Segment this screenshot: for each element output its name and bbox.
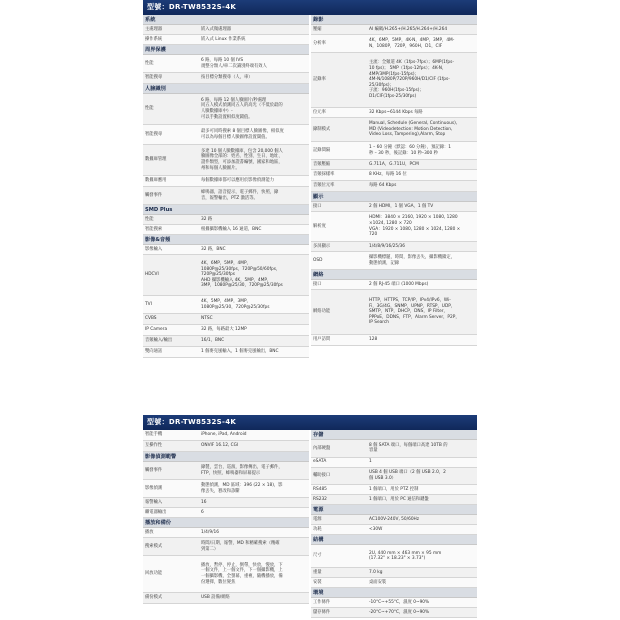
spec-row [143, 296, 309, 314]
spec-label: 壓縮 [313, 26, 322, 32]
spec-label: 觸發事件 [145, 192, 163, 198]
spec-row [143, 462, 309, 480]
spec-value: -10°C~+55°C，濕度 0~90% [369, 599, 430, 605]
spec-value: 多達 10 個人臉數據庫，包含 20,000 個人 臉圖像全部的：姓名、性別、生日、地址、 證件類型，可添加證書編號，國家和地區， 州和每個人臉圖片。 [201, 148, 283, 171]
spec-label: 操作系統 [145, 36, 163, 42]
spec-row [311, 212, 477, 242]
spec-value: AI 編碼/H.265+/H.265/H.264+/H.264 [369, 26, 448, 32]
spec-value: 2 個 HDMI，1 個 VGA，1 個 TV [369, 203, 434, 209]
spec-value: 攝影機標題，時間，影像丟失，攝影機鎖定， 動態偵測，記錄 [369, 254, 455, 266]
spec-value: 16 [201, 499, 207, 505]
spec-value: 錄製，雲台，巡演，影像傳出，電子郵件， FTP，快照，蜂鳴器和屏幕提示 [201, 464, 283, 476]
spec-row [311, 202, 477, 212]
spec-value: 32 路 [201, 216, 213, 222]
spec-label: TVI [145, 301, 152, 307]
model-title-bar: 型號：DR-TW8532S-4K [143, 0, 477, 15]
spec-label: 智能手機 [145, 432, 163, 438]
spec-value: 128 [369, 337, 378, 343]
spec-label: 性能 [145, 60, 154, 66]
spec-label: 分析率 [313, 40, 326, 46]
spec-row [143, 35, 309, 45]
spec-label: HDCVI [145, 272, 159, 278]
spec-row [311, 53, 477, 108]
spec-label: 電源 [313, 516, 322, 522]
spec-label: 智能搜索 [145, 226, 163, 232]
spec-label: 性能 [145, 216, 154, 222]
spec-label: 儲存條件 [313, 609, 331, 615]
spec-row [143, 125, 309, 145]
spec-label: 多屏顯示 [313, 243, 331, 249]
spec-sheet-page-1 [143, 0, 477, 393]
spec-value: 嵌入式微處理器 [201, 26, 232, 32]
spec-value: 6 路，每路 10 個 IVS 規整分類人/車二次識別終端有效人 [201, 57, 267, 69]
spec-value: 根據攝影機輸入 16 通道，BNC [201, 226, 262, 232]
spec-row [311, 170, 477, 181]
spec-label: 工作條件 [313, 599, 331, 605]
spec-label: 安裝 [313, 580, 322, 585]
spec-value: 2U, 440 mm × 463 mm × 95 mm (17.32" × 18.23" × 3.73") [369, 550, 442, 562]
spec-label: 雙向通話 [145, 349, 163, 355]
spec-row [311, 242, 477, 252]
section-header: 存儲 [311, 430, 477, 440]
spec-row [311, 142, 477, 160]
spec-row [143, 94, 309, 125]
spec-row [143, 255, 309, 296]
spec-row [143, 145, 309, 176]
spec-value: 4K，5MP，4MP，3MP， 1080P@25/30，720P@25/30fps [201, 298, 270, 310]
spec-value: ONVIF 16.12, CGI [201, 443, 239, 449]
spec-column-left [143, 430, 311, 618]
spec-row [311, 485, 477, 495]
spec-row [311, 568, 477, 578]
spec-row [311, 545, 477, 569]
spec-row [311, 35, 477, 53]
spec-label: 網絡功能 [313, 309, 331, 315]
spec-row [143, 556, 309, 593]
spec-value: 動態偵測，MD 區域：396 (22 × 18)，影 像丟失，篡改和診斷 [201, 482, 283, 494]
spec-label: 音頻採樣率 [313, 172, 335, 178]
spec-value: 7.0 kg [369, 570, 383, 576]
spec-value: 1 [369, 459, 372, 465]
spec-value: 1/4/8/9/16/25/36 [369, 243, 406, 249]
spec-row [311, 525, 477, 535]
spec-value: 1/4/9/16 [201, 529, 220, 535]
spec-value: 桌面安裝 [369, 580, 387, 585]
spec-row [311, 598, 477, 608]
spec-label: OSD [313, 257, 323, 263]
spec-label: 智能搜尋 [145, 131, 163, 137]
section-header: 環境 [311, 588, 477, 598]
spec-row [143, 480, 309, 498]
spec-value: 1 個麥克風輸入，1 個麥克風輸出，BNC [201, 349, 279, 355]
spec-row [143, 25, 309, 35]
spec-row [311, 280, 477, 290]
spec-row [143, 336, 309, 347]
spec-row [311, 118, 477, 142]
spec-label: RS232 [313, 496, 327, 502]
spec-label: 記錄間隔 [313, 147, 331, 153]
spec-label: 影像偵測 [145, 485, 163, 491]
spec-label: 功耗 [313, 526, 322, 532]
spec-value: AC100V-240V, 50/60Hz [369, 516, 420, 522]
spec-row [311, 160, 477, 170]
spec-row [143, 55, 309, 73]
model-title-bar: 型號：DR-TW8532S-4K [143, 415, 477, 430]
spec-label: 音頻位元率 [313, 183, 335, 189]
spec-label: 數據庫管理 [145, 157, 167, 163]
spec-row [311, 181, 477, 192]
spec-label: CVBS [145, 316, 157, 322]
spec-row [311, 252, 477, 270]
spec-row [311, 515, 477, 525]
spec-row [311, 578, 477, 588]
spec-value: G.711A，G.711U，PCM [369, 161, 419, 167]
spec-label: 搜索模式 [145, 543, 163, 549]
spec-label: 繼電器輸出 [145, 509, 167, 515]
section-header: 網絡 [311, 270, 477, 280]
spec-value: 32 Kbps~6144 Kbps 每路 [369, 109, 423, 115]
spec-label: 互操作性 [145, 443, 163, 449]
spec-value: 8 個 SATA 端口，每個端口高達 10TB 的 容量 [369, 442, 448, 454]
spec-label: 錄制模式 [313, 126, 331, 132]
spec-value: 每個數據庫都可以應用於影像偵測能力 [201, 178, 275, 184]
spec-row [143, 314, 309, 325]
spec-value: 6 [201, 509, 204, 515]
spec-label: eSATA [313, 459, 327, 465]
spec-value: 最多可同時搜索 8 個目標人臉圖像，相似度 可以為每個目標人臉圖像設置閾值。 [201, 128, 284, 140]
spec-label: 性能 [145, 106, 154, 112]
spec-row [143, 441, 309, 452]
spec-label: 播放 [145, 529, 154, 535]
spec-row [311, 290, 477, 335]
spec-row [143, 528, 309, 538]
spec-label: 數據庫應用 [145, 178, 167, 184]
spec-row [143, 73, 309, 84]
spec-label: 接口 [313, 281, 322, 287]
spec-label: 影像輸入 [145, 246, 163, 252]
spec-row [143, 347, 309, 358]
spec-label: 解析度 [313, 223, 326, 229]
section-header: 電源 [311, 505, 477, 515]
spec-label: 尺寸 [313, 553, 322, 559]
spec-label: 主處理器 [145, 26, 163, 32]
spec-value: 播放，暫停，停止，倒帶，快放，慢放，下 一個文件，上一個文件，下一個攝影機，上 一個攝影機，全螢幕，重複，隨機播放，備 份選擇，數位變焦 [201, 562, 283, 585]
spec-column-right [311, 15, 477, 393]
spec-row [143, 176, 309, 187]
section-header: 人臉識別 [143, 84, 309, 94]
spec-label: 用戶訪問 [313, 337, 331, 343]
spec-row [311, 468, 477, 486]
spec-value: 16/1，BNC [201, 338, 225, 344]
section-header: 錄影 [311, 15, 477, 25]
spec-value: NTSC [201, 316, 213, 322]
spec-value: 1 – 60 分鐘（默認：60 分鐘），預記錄：1 秒 – 30 秒，後記錄：10 秒–300 秒 [369, 144, 452, 156]
spec-row [311, 608, 477, 618]
section-header: 顯示 [311, 192, 477, 202]
spec-row [143, 245, 309, 255]
spec-row [311, 440, 477, 458]
spec-value: 8 KHz，每路 16 位 [369, 172, 407, 178]
spec-label: 位元率 [313, 109, 326, 115]
spec-label: 內部硬盤 [313, 445, 331, 451]
section-header: 系統 [143, 15, 309, 25]
spec-value: 2 個 RJ-45 端口 (1000 Mbps) [369, 281, 429, 287]
spec-sheet-page-2 [143, 415, 477, 618]
spec-label: 音頻輸入/輸出 [145, 338, 173, 344]
spec-value: 按目標分類搜尋（人，車） [201, 75, 253, 81]
spec-label: 備份模式 [145, 595, 163, 601]
spec-row [143, 187, 309, 205]
spec-label: 輔助接口 [313, 473, 331, 479]
spec-value: <30W [369, 526, 383, 532]
spec-value: 時間/日期，報警，MD 和精確搜索（精確 到第二） [201, 540, 280, 552]
spec-value: 蜂鳴器，語音提示，電子郵件，快照，錄 音，報警輸出，PTZ 激活等。 [201, 189, 279, 201]
spec-value: 每路 64 Kbps [369, 183, 397, 189]
spec-row [143, 325, 309, 336]
spec-row [311, 335, 477, 346]
spec-value: Manual, Schedule (General, Continuous), MD (Videodetection: Motion Detection, Video Loss, Tampering),Alarm, Stop [369, 121, 458, 138]
spec-row [143, 225, 309, 235]
spec-label: 觸發事件 [145, 467, 163, 473]
spec-label: 智能搜尋 [145, 75, 163, 81]
spec-column-right [311, 430, 477, 618]
spec-label: 報警輸入 [145, 499, 163, 505]
spec-value: 32 路，BNC [201, 246, 226, 252]
spec-row [311, 108, 477, 118]
section-header: 影像&音頻 [143, 235, 309, 245]
spec-row [311, 25, 477, 35]
spec-value: HTTP，HTTPS，TCP/IP，IPv4/IPv6，Wi- Fi，3G/4G，SNMP，UPNP，RTSP，UDP， SMTP，NTP，DHCP，DNS，IP Filter， PPPoE，DDNS，FTP，Alarm Server，P2P， IP Search [369, 298, 460, 326]
section-header: 周界保護 [143, 45, 309, 55]
spec-row [311, 495, 477, 505]
spec-value: 4K，6MP，5MP，4MP， 1080P@25/30fps，720P@50/60fps， 720P@25/30fps AHD 攝影機輸入 4K，5MP，4MP， 3MP，1080P@25/30，720P@25/30fps [201, 261, 283, 289]
section-header: 播放和備份 [143, 518, 309, 528]
spec-label: RS485 [313, 487, 327, 493]
spec-column-left [143, 15, 311, 393]
section-header: 影像偵測範警 [143, 452, 309, 462]
spec-row [311, 458, 477, 468]
spec-row [143, 498, 309, 508]
spec-row [143, 538, 309, 556]
spec-label: 回放功能 [145, 571, 163, 577]
spec-value: 6 路，每路 12 個人臉圖片/秒處理 同五人模式偵測同五人的高光（不低於最的 人臉數據庫中）- 可以手動設置相似度閾值。 [201, 97, 283, 120]
spec-label: 記錄率 [313, 77, 326, 83]
spec-value: 嵌入式 Linux 作業系統 [201, 36, 246, 42]
spec-row [143, 508, 309, 518]
spec-value: 32 路，每路最大 12MP [201, 327, 247, 333]
spec-label: 重量 [313, 570, 322, 576]
spec-value: -20°C~+70°C，濕度 0~90% [369, 609, 430, 615]
spec-value: iPhone, iPad, Android [201, 432, 247, 438]
spec-label: IP Camera [145, 327, 168, 333]
spec-value: USB 4 個 USB 端口（2 個 USB 2.0，2 個 USB 3.0） [369, 470, 446, 481]
spec-value: 4K，6MP，5MP，4K-N，4MP，3MP，4M- N，1080P，720P，960H，D1，CIF [369, 37, 455, 49]
spec-value: 1 個端口，用於 PC 通信和鍵盤 [369, 496, 429, 502]
spec-label: 音頻壓縮 [313, 161, 331, 167]
spec-value: 1 個端口，用於 PTZ 控制 [369, 487, 419, 493]
section-header: 結構 [311, 535, 477, 545]
spec-row [143, 430, 309, 441]
spec-value: USB 設備/網絡 [201, 595, 230, 601]
spec-value: HDMI：3840 × 2160, 1920 × 1080, 1280 ×1024, 1280 × 720 VGA：1920 × 1080, 1280 × 1024, 1280 × 720 [369, 215, 461, 238]
spec-row [143, 593, 309, 604]
spec-value: 主流：全頻道 4K（1fps-7fps）；6MP(1fps- 10 fps)； 5MP（1fps-12fps）；4K-N， 4MP/3MP(1fps-15fps)； 4M-N/1080P/720P/960H/D1/CIF (1fps- 25/30fps)； 子流：960H(1fps-15fps)； D1/CIF(1fps-25/30fps) [369, 60, 454, 99]
spec-label: 接口 [313, 203, 322, 209]
spec-row [143, 215, 309, 225]
section-header: SMD Plus [143, 205, 309, 215]
